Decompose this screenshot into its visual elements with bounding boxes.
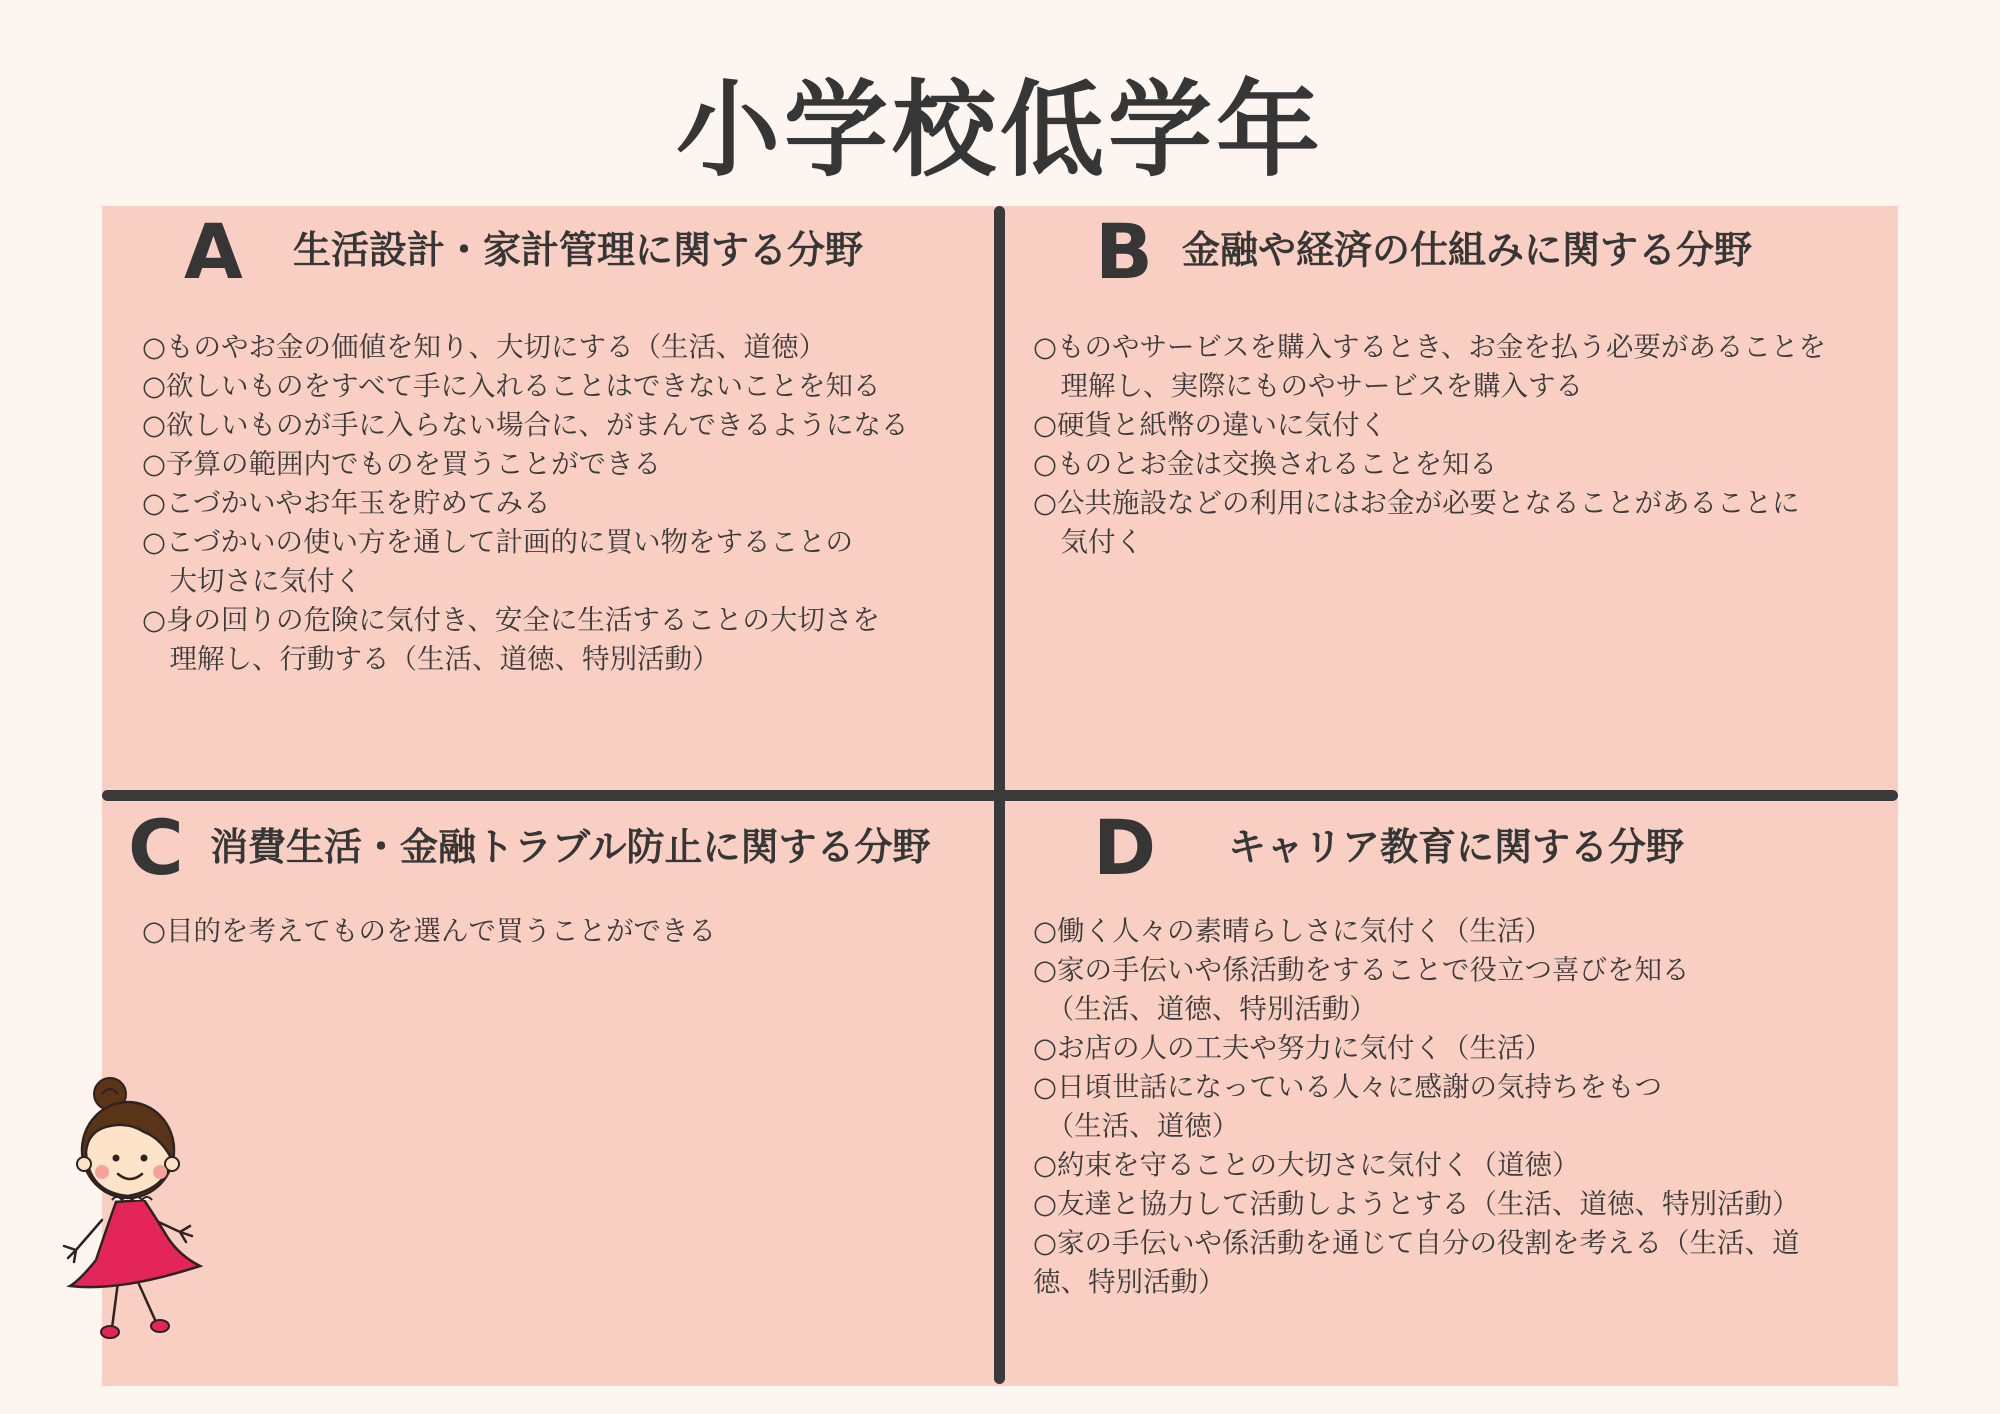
dress — [70, 1200, 200, 1287]
quadrant-b-letter: B — [1095, 207, 1153, 296]
list-item: ○目的を考えてものを選んで買うことができる — [142, 915, 716, 947]
quadrant-d-heading: キャリア教育に関する分野 — [1228, 825, 1685, 869]
list-item: 気付く — [1033, 526, 1143, 558]
list-item: ○日頃世話になっている人々に感謝の気持ちをもつ — [1033, 1071, 1662, 1103]
list-item: ○約束を守ることの大切さに気付く（道徳） — [1033, 1149, 1580, 1181]
list-item: ○身の回りの危険に気付き、安全に生活することの大切さを — [142, 604, 880, 636]
list-item: ○家の手伝いや係活動をすることで役立つ喜びを知る — [1033, 954, 1690, 986]
quadrant-c-letter: C — [128, 803, 184, 892]
girl-illustration — [40, 1060, 220, 1360]
list-item: ○こづかいの使い方を通して計画的に買い物をすることの — [142, 526, 853, 558]
quadrant-a-letter: A — [184, 207, 243, 296]
cheek-right — [153, 1165, 167, 1179]
leg-right — [138, 1282, 156, 1322]
eye-right — [141, 1155, 148, 1162]
shoe-right — [151, 1320, 169, 1332]
quadrant-b-items — [1033, 328, 1826, 562]
cheek-left — [95, 1165, 109, 1179]
list-item: 徳、特別活動） — [1033, 1266, 1226, 1298]
list-item: ○お店の人の工夫や努力に気付く（生活） — [1033, 1032, 1552, 1064]
quadrant-d-items — [1033, 912, 1800, 1302]
list-item: ○硬貨と紙幣の違いに気付く — [1033, 409, 1387, 441]
list-item: ○欲しいものをすべて手に入れることはできないことを知る — [142, 370, 881, 402]
quadrant-c-heading: 消費生活・金融トラブル防止に関する分野 — [210, 825, 931, 869]
list-item: ○こづかいやお年玉を貯めてみる — [142, 487, 551, 519]
list-item: ○ものとお金は交換されることを知る — [1033, 448, 1497, 480]
list-item: ○家の手伝いや係活動を通じて自分の役割を考える（生活、道 — [1033, 1227, 1800, 1259]
list-item: ○ものやサービスを購入するとき、お金を払う必要があることを — [1033, 331, 1826, 363]
quadrant-a-items — [142, 328, 909, 679]
horizontal-divider — [102, 790, 1898, 801]
list-item: ○ものやお金の価値を知り、大切にする（生活、道徳） — [142, 331, 826, 363]
shoe-left — [101, 1326, 119, 1338]
quadrant-d-letter: D — [1093, 803, 1157, 892]
list-item: ○予算の範囲内でものを買うことができる — [142, 448, 661, 480]
list-item: 理解し、実際にものやサービスを購入する — [1033, 370, 1583, 402]
quadrant-b-heading: 金融や経済の仕組みに関する分野 — [1182, 228, 1753, 272]
list-item: 理解し、行動する（生活、道徳、特別活動） — [142, 643, 720, 675]
quadrant-a-heading: 生活設計・家計管理に関する分野 — [293, 228, 864, 272]
eye-left — [113, 1155, 120, 1162]
list-item: ○働く人々の素晴らしさに気付く（生活） — [1033, 915, 1552, 947]
page-title: 小学校低学年 — [675, 69, 1324, 191]
leg-left — [112, 1282, 118, 1328]
list-item: ○欲しいものが手に入らない場合に、がまんできるようになる — [142, 409, 909, 441]
list-item: ○友達と協力して活動しようとする（生活、道徳、特別活動） — [1033, 1188, 1800, 1220]
list-item: （生活、道徳、特別活動） — [1033, 993, 1377, 1025]
list-item: （生活、道徳） — [1033, 1110, 1240, 1142]
list-item: 大切さに気付く — [142, 565, 362, 597]
list-item: ○公共施設などの利用にはお金が必要となることがあることに — [1033, 487, 1800, 519]
quadrant-c-items — [142, 912, 716, 951]
